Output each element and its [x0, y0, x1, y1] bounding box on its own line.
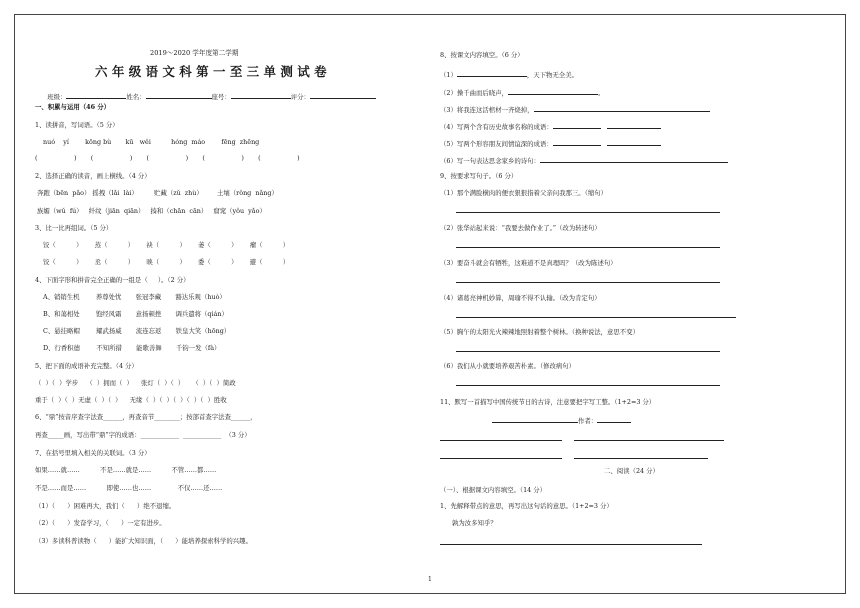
q8-4-blank-a[interactable]	[553, 122, 601, 129]
q11-line-1b[interactable]	[574, 440, 724, 441]
question-1: 1、读拼音，写词语。（5 分）	[35, 121, 119, 129]
question-2: 2、选择正确的读音，画上横线。（4 分）	[35, 172, 151, 180]
q1-answer-parens[interactable]: ( ) ( ) ( ) ( ) ( )	[35, 154, 300, 162]
q8-4-text: （4）写两个含有历史故事名称的成语：	[440, 123, 553, 131]
q9-item-5: （5）胸午的太阳光火辣辣地照射着整个树林。（换种说法，意思不变）	[440, 328, 639, 336]
seat-label: 座号：	[211, 93, 231, 102]
q8-item-5	[440, 139, 661, 147]
q9-item-1: （1）那个满脸横肉的便衣狠狠指着父亲问我那三。（缩句）	[440, 189, 608, 197]
q4-option-a: A、销销生机 养尊处忧 张冠李藏 豁达乐观（huò）	[43, 293, 226, 301]
reading-q1-answer-line[interactable]	[440, 544, 702, 545]
q4-option-d: D、行香积德 不知所措 能歌善舞 千钧一发（fà）	[43, 344, 221, 352]
q9-6-answer-line[interactable]	[456, 385, 720, 386]
q9-2-answer-line[interactable]	[456, 247, 720, 248]
q9-item-2: （2）张华站起来说：“我要去做作业了。”（改为转述句）	[440, 224, 601, 232]
q8-5-blank-a[interactable]	[553, 139, 601, 146]
q8-item-6	[440, 156, 728, 164]
score-field[interactable]	[310, 92, 376, 99]
q8-3-blank[interactable]	[534, 105, 710, 112]
q8-1-suffix: ，天下物无全美。	[526, 71, 578, 79]
q4-option-b: B、和蔼相处 饱经风霜 意扬顿挫 调兵遣将（qián）	[43, 310, 228, 318]
section-1-heading: 一、积累与运用（46 分）	[35, 103, 111, 111]
score-label: 评分：	[290, 93, 310, 102]
q7-words-row-2: 不是……而是…… 即使……也…… 不仅……还……	[35, 484, 223, 492]
q7-sentence-2: （2）（ ）发奋学习，（ ）一定有进步。	[35, 519, 166, 527]
q9-3-answer-line[interactable]	[456, 282, 720, 283]
question-4: 4、下面字形和拼音完全正确的一组是（ ）。（2 分）	[35, 276, 190, 284]
exam-title: 六 年 级 语 文 科 第 一 至 三 单 测 试 卷	[95, 64, 327, 79]
q8-4-blank-b[interactable]	[607, 122, 661, 129]
q8-6-text: （6）写一句表达思念家乡的诗句：	[440, 157, 540, 165]
question-3: 3、比一比再组词。（5 分）	[35, 224, 113, 232]
name-field[interactable]	[146, 92, 212, 99]
q2-row-1: 奔跑（bēn pǎo） 摇拽（lǎi lài） 贮藏（zǔ zhù） 土壤（rǒng nǎng）	[37, 189, 278, 197]
q9-item-3: （3）要奋斗就会有牺牲，这难道不是真理吗？（改为陈述句）	[440, 259, 617, 267]
q8-item-3	[440, 105, 710, 113]
q8-3-text: （3）将我连这活棺材一齐烧掉，	[440, 106, 534, 114]
q8-5-blank-b[interactable]	[607, 139, 661, 146]
q1-pinyin: nuó yí kōng bù kū wěi hóng máo fēng zhēng	[43, 138, 260, 146]
reading-q1-sentence: 孰为汝多知乎？	[452, 519, 497, 527]
q11-line-2b[interactable]	[574, 458, 708, 459]
q3-row-1: 饺（ ） 蒸（ ） 袂（ ） 萎（ ） 瘤（ ）	[43, 241, 290, 249]
q4-option-c: C、悬挂略帽 耀武扬威 流连忘返 铁皇大笑（hōng）	[43, 327, 231, 335]
q8-6-blank[interactable]	[540, 156, 728, 163]
q8-item-1	[440, 70, 578, 78]
page-number: 1	[428, 576, 432, 583]
question-5: 5、把下面的成语补充完整。（4 分）	[35, 362, 138, 370]
q7-words-row-1: 如果……就…… 不是……就是…… 不管……都……	[35, 466, 217, 474]
q7-sentence-3: （3）多读科普读物（ ）能扩大知识面，（ ）能培养探索科学的兴趣。	[35, 537, 252, 545]
q8-item-4	[440, 122, 661, 130]
q8-item-2: （2）操千曲而后晓声， 。	[440, 89, 605, 97]
question-6-continued: 再查_____画，写出带“鼎”字的成语：____________ ____________ （3 分）	[35, 431, 251, 439]
q9-4-answer-line[interactable]	[456, 317, 736, 318]
school-year: 2019～2020 学年度第二学期	[150, 49, 239, 57]
q9-1-answer-line[interactable]	[456, 212, 720, 213]
q11-author-blank[interactable]	[597, 416, 631, 423]
q7-sentence-1: （1）（ ）困难再大，我们（ ）绝不退缩。	[35, 502, 176, 510]
question-8: 8、按课文内容填空。（6 分）	[440, 51, 524, 59]
q11-line-1a[interactable]	[440, 440, 562, 441]
q3-row-2: 饺（ ） 丞（ ） 映（ ） 委（ ） 避（ ）	[43, 258, 290, 266]
q9-5-answer-line[interactable]	[456, 351, 720, 352]
seat-field[interactable]	[231, 92, 291, 99]
q11-poem-title-blank[interactable]	[492, 416, 578, 423]
section-2-heading: 二、阅读（24 分）	[604, 467, 659, 475]
q5-row-1: （ ）（ ）学步 （ ）拥而（ ） 张灯（ ）（ ） （ ）（ ）简政	[35, 379, 236, 387]
q8-2-blank[interactable]	[508, 88, 598, 95]
q11-title-author-row	[492, 416, 631, 424]
question-11: 11、默写一首描写中国传统节日的古诗，注意要把字写工整。（1+2=3 分）	[440, 398, 656, 406]
q9-item-6: （6）我们从小就要培养艰苦朴素。（修改病句）	[440, 362, 576, 370]
q11-line-2a[interactable]	[440, 458, 562, 459]
q9-item-4: （4）诸葛亮神机妙算，周瑜不得不认输。（改为肯定句）	[440, 294, 601, 302]
q11-author-label: 作者：	[578, 417, 598, 425]
q8-1-blank[interactable]	[457, 70, 527, 77]
question-7: 7、在括号里填入相关的关联词。（3 分）	[35, 449, 151, 457]
class-field[interactable]	[66, 92, 126, 99]
q2-row-2: 族媚（wǔ fú） 纤纹（jiān qiān） 揍和（chān cān） 窟窕（yǒu yǎo）	[37, 207, 266, 215]
name-label: 姓名：	[126, 93, 146, 102]
q5-row-2: 重于（ ）（ ）无虚（ ）（ ） 无缘（ ）（ ）（ ）（ ）（ ）胜收	[35, 396, 227, 404]
q8-2-text: （2）操千曲而后晓声，	[440, 89, 508, 97]
q8-5-text: （5）写两个形容朋友间情谊深的成语：	[440, 140, 553, 148]
q8-1-prefix: （1）	[440, 71, 457, 79]
reading-part-1: （一）、根据课文内容填空。（14 分）	[440, 486, 547, 494]
class-label: 班级：	[47, 93, 67, 102]
reading-q1: 1、先解释带点的意思，再写出这句话的意思。（1+2=3 分）	[440, 502, 613, 510]
question-9: 9、按要求写句子。（6 分）	[440, 172, 518, 180]
question-6: 6、“鼎”按音序查字法查______，再查音节________；按部首查字法查______，	[35, 413, 257, 421]
